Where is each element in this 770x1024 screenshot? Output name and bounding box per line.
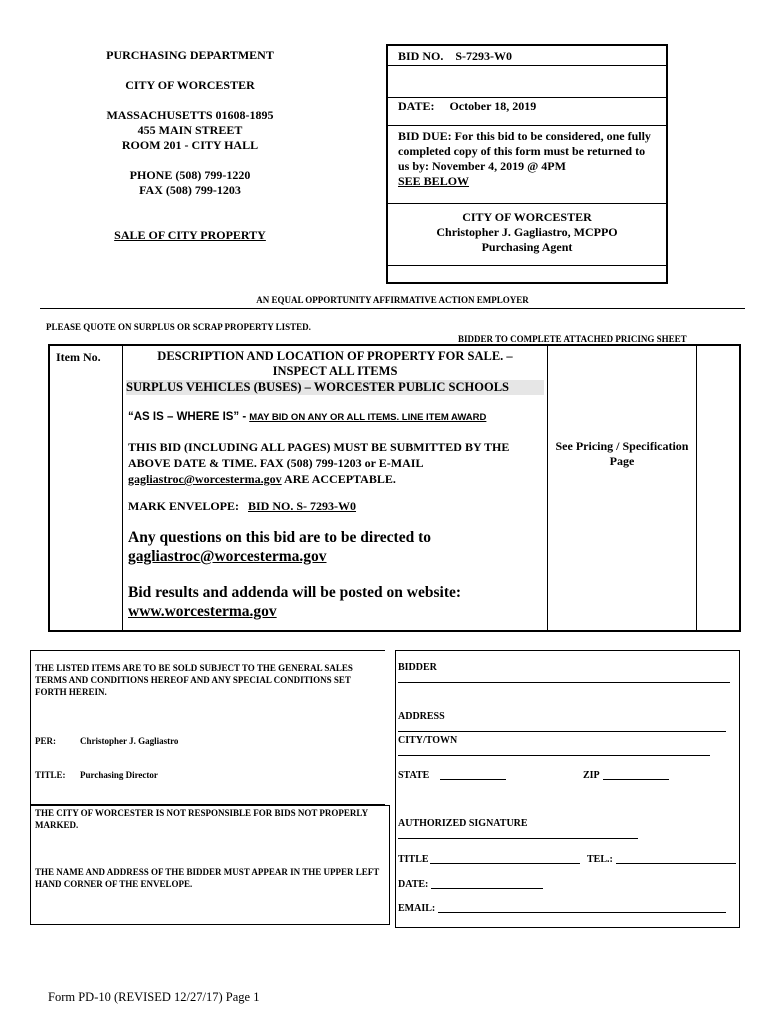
zip-input[interactable] xyxy=(603,769,669,780)
submission-email-link[interactable]: gagliastroc@worcesterma.gov xyxy=(128,472,282,486)
questions-block xyxy=(128,528,543,566)
street-address: 455 MAIN STREET xyxy=(137,123,243,137)
bidder-input[interactable] xyxy=(398,672,730,683)
date-input[interactable] xyxy=(431,878,543,889)
see-pricing: See Pricing / Specification Page xyxy=(555,439,689,468)
not-responsible-text: THE CITY OF WORCESTER IS NOT RESPONSIBLE FOR BIDS NOT PROPERLY MARKED. xyxy=(35,808,368,830)
city-town-input[interactable] xyxy=(398,745,710,756)
city-name: CITY OF WORCESTER xyxy=(125,78,255,92)
column-divider xyxy=(696,346,697,630)
as-is-line xyxy=(128,409,548,424)
column-divider xyxy=(122,346,123,630)
date-label: DATE: xyxy=(398,879,429,890)
mark-envelope-label: MARK ENVELOPE: xyxy=(128,499,239,513)
form-footer: Form PD-10 (REVISED 12/27/17) Page 1 xyxy=(48,990,260,1004)
bid-date: October 18, 2019 xyxy=(449,99,537,113)
per-name: Christopher J. Gagliastro xyxy=(80,736,179,746)
bidder-label: BIDDER xyxy=(398,662,437,673)
pricing-note: BIDDER TO COMPLETE ATTACHED PRICING SHEET xyxy=(458,334,687,344)
authorized-signature-label: AUTHORIZED SIGNATURE xyxy=(398,818,528,829)
date-row xyxy=(388,98,666,128)
per-label: PER: xyxy=(35,736,56,746)
eeo-statement: AN EQUAL OPPORTUNITY AFFIRMATIVE ACTION EMPLOYER xyxy=(256,295,529,305)
title-value: Purchasing Director xyxy=(80,770,158,780)
email-label: EMAIL: xyxy=(398,903,436,914)
acceptable-text: ARE ACCEPTABLE. xyxy=(284,472,396,486)
quote-note: PLEASE QUOTE ON SURPLUS OR SCRAP PROPERTY LISTED. xyxy=(46,322,311,332)
sale-title: SALE OF CITY PROPERTY xyxy=(114,228,266,242)
bid-due-row xyxy=(388,125,666,205)
mark-envelope-line xyxy=(128,499,356,514)
mark-envelope-value: BID NO. S- 7293-W0 xyxy=(248,499,357,513)
bidder-section xyxy=(30,650,740,928)
agent-title: Purchasing Agent xyxy=(481,240,573,254)
email-input[interactable] xyxy=(438,902,726,913)
questions-text: Any questions on this bid are to be directed to xyxy=(128,529,431,546)
bidder-title-label: TITLE xyxy=(398,854,429,865)
questions-email-link[interactable]: gagliastroc@worcesterma.gov xyxy=(128,548,327,565)
department-name: PURCHASING DEPARTMENT xyxy=(106,48,274,62)
description-header: DESCRIPTION AND LOCATION OF PROPERTY FOR SALE. – INSPECT ALL ITEMS xyxy=(157,349,513,378)
address-input[interactable] xyxy=(398,721,726,732)
surplus-title: SURPLUS VEHICLES (BUSES) – WORCESTER PUBLIC SCHOOLS xyxy=(126,380,544,395)
column-divider xyxy=(547,346,548,630)
address-label: ADDRESS xyxy=(398,711,445,722)
submission-instructions xyxy=(128,439,540,487)
may-bid-text: MAY BID ON ANY OR ALL ITEMS. LINE ITEM AWARD xyxy=(249,412,487,423)
see-below: SEE BELOW xyxy=(398,174,470,188)
state-zip: MASSACHUSETTS 01608-1895 xyxy=(106,108,274,122)
envelope-notice: THE NAME AND ADDRESS OF THE BIDDER MUST APPEAR IN THE UPPER LEFT HAND CORNER OF THE ENVELOPE. xyxy=(35,867,380,889)
bid-number-row xyxy=(388,46,666,66)
phone: PHONE (508) 799-1220 xyxy=(129,168,251,182)
room: ROOM 201 - CITY HALL xyxy=(121,138,259,152)
state-input[interactable] xyxy=(440,769,506,780)
bid-info-box xyxy=(386,44,668,284)
fax: FAX (508) 799-1203 xyxy=(139,183,241,197)
terms-text: THE LISTED ITEMS ARE TO BE SOLD SUBJECT TO THE GENERAL SALES TERMS AND CONDITIONS HEREOF AND ANY SPECIAL CONDITIONS SET FORTH HEREIN. xyxy=(35,663,353,697)
date-label: DATE: xyxy=(398,99,435,113)
divider xyxy=(40,308,745,309)
signature-input[interactable] xyxy=(398,828,638,839)
state-label: STATE xyxy=(398,770,430,781)
submission-text: THIS BID (INCLUDING ALL PAGES) MUST BE SUBMITTED BY THE ABOVE DATE & TIME. FAX (508) 799-1203 or E-MAIL xyxy=(128,440,510,470)
results-text: Bid results and addenda will be posted on website: xyxy=(128,584,462,601)
item-table xyxy=(48,344,741,632)
agent-name: Christopher J. Gagliastro, MCPPO xyxy=(436,225,618,239)
tel-input[interactable] xyxy=(616,853,736,864)
results-block xyxy=(128,583,543,621)
city-town-label: CITY/TOWN xyxy=(398,735,458,746)
bid-number: S-7293-W0 xyxy=(455,49,513,63)
bidder-title-input[interactable] xyxy=(430,853,580,864)
item-no-header: Item No. xyxy=(56,350,101,364)
zip-label: ZIP xyxy=(583,770,600,781)
bid-number-label: BID NO. xyxy=(398,49,444,63)
title-label: TITLE: xyxy=(35,770,66,780)
purchasing-agent-block xyxy=(388,203,666,265)
department-header xyxy=(40,48,340,243)
agent-city: CITY OF WORCESTER xyxy=(462,210,592,224)
tel-label: TEL.: xyxy=(587,854,613,865)
bottom-blank-row xyxy=(388,265,666,282)
website-link[interactable]: www.worcesterma.gov xyxy=(128,603,277,620)
bid-due-text: BID DUE: For this bid to be considered, one fully completed copy of this form must be returned to us by: November 4, 2019 @ 4PM xyxy=(398,129,651,173)
as-is-label: “AS IS – WHERE IS” - xyxy=(128,411,247,423)
blank-row xyxy=(388,66,666,98)
